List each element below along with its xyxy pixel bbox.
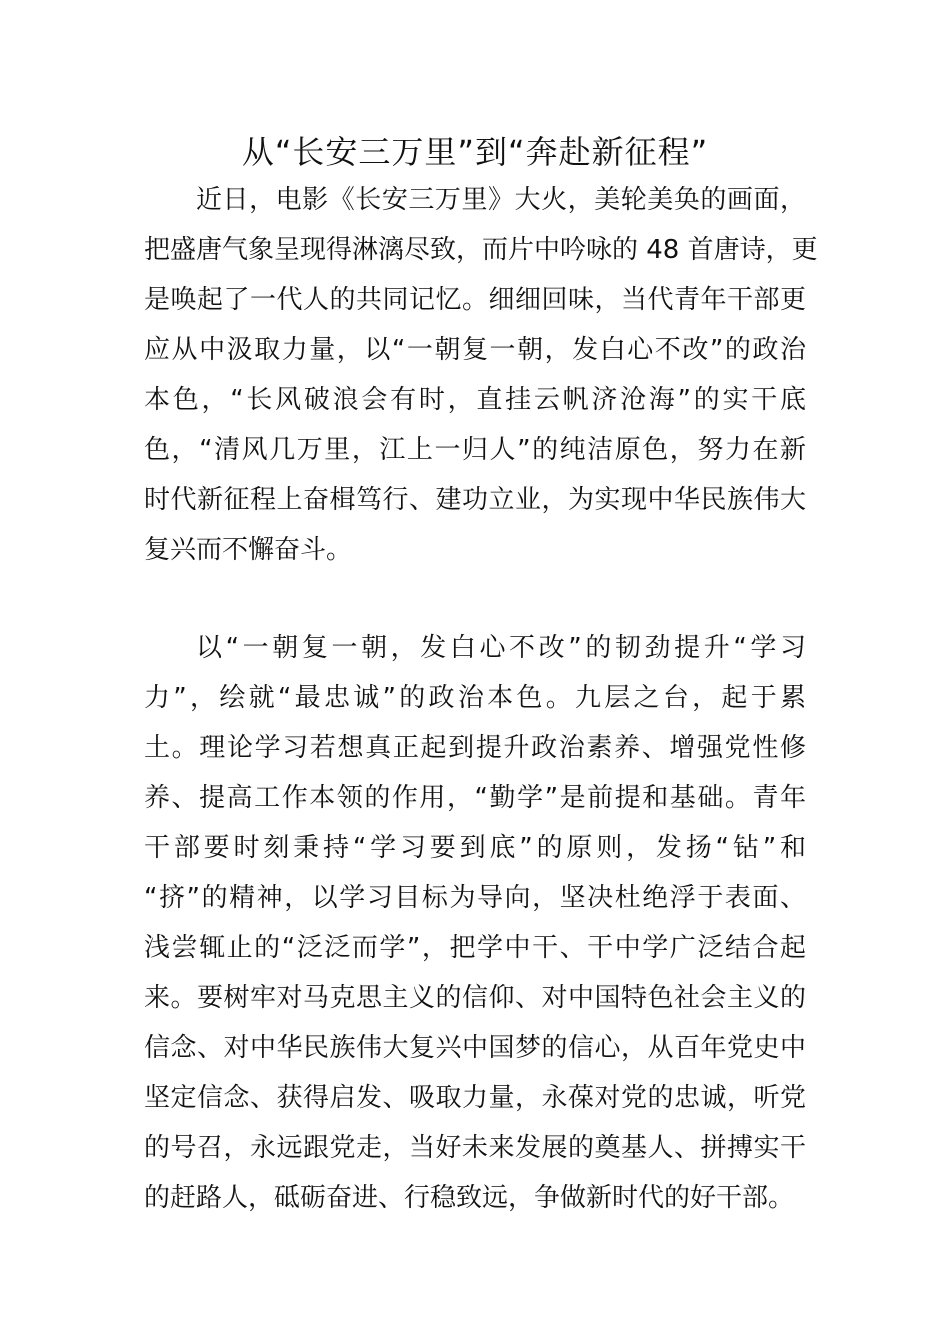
paragraph-line: 复兴而不懈奋斗。 bbox=[144, 535, 353, 565]
paragraph-line: 色，“清风几万里，江上一归人”的纯洁原色，努力在新 bbox=[144, 435, 806, 465]
paragraph-line: 本色，“长风破浪会有时，直挂云帆济沧海”的实干底 bbox=[144, 385, 806, 415]
paragraph-line: 土。理论学习若想真正起到提升政治素养、增强党性修 bbox=[144, 733, 806, 763]
paragraph-line: 信念、对中华民族伟大复兴中国梦的信心，从百年党史中 bbox=[144, 1033, 806, 1063]
paragraph-line: 浅尝辄止的“泛泛而学”，把学中干、干中学广泛结合起 bbox=[144, 933, 806, 963]
paragraph-intro bbox=[144, 175, 818, 575]
paragraph-line: “挤”的精神，以学习目标为导向，坚决杜绝浮于表面、 bbox=[144, 883, 806, 913]
paragraph-line: 以“一朝复一朝，发白心不改”的韧劲提升“学习 bbox=[196, 633, 806, 663]
document-title: 从“长安三万里”到“奔赴新征程” bbox=[241, 133, 709, 171]
paragraph-line: 把盛唐气象呈现得淋漓尽致，而片中吟咏的 48 首唐诗，更 bbox=[144, 235, 818, 265]
paragraph-line: 的赶路人，砥砺奋进、行稳致远，争做新时代的好干部。 bbox=[144, 1183, 795, 1213]
paragraph-line: 养、提高工作本领的作用，“勤学”是前提和基础。青年 bbox=[144, 783, 806, 813]
paragraph-learning bbox=[144, 623, 806, 1223]
paragraph-line: 的号召，永远跟党走，当好未来发展的奠基人、拼搏实干 bbox=[144, 1133, 806, 1163]
paragraph-line: 干部要时刻秉持“学习要到底”的原则，发扬“钻”和 bbox=[144, 833, 806, 863]
paragraph-line: 力”，绘就“最忠诚”的政治本色。九层之台，起于累 bbox=[144, 683, 806, 713]
paragraph-line: 应从中汲取力量，以“一朝复一朝，发白心不改”的政治 bbox=[144, 335, 806, 365]
paragraph-line: 近日，电影《长安三万里》大火，美轮美奂的画面， bbox=[196, 185, 806, 215]
paragraph-line: 是唤起了一代人的共同记忆。细细回味，当代青年干部更 bbox=[144, 285, 806, 315]
paragraph-line: 时代新征程上奋楫笃行、建功立业，为实现中华民族伟大 bbox=[144, 485, 806, 515]
paragraph-line: 来。要树牢对马克思主义的信仰、对中国特色社会主义的 bbox=[144, 983, 806, 1013]
paragraph-line: 坚定信念、获得启发、吸取力量，永葆对党的忠诚，听党 bbox=[144, 1083, 806, 1113]
